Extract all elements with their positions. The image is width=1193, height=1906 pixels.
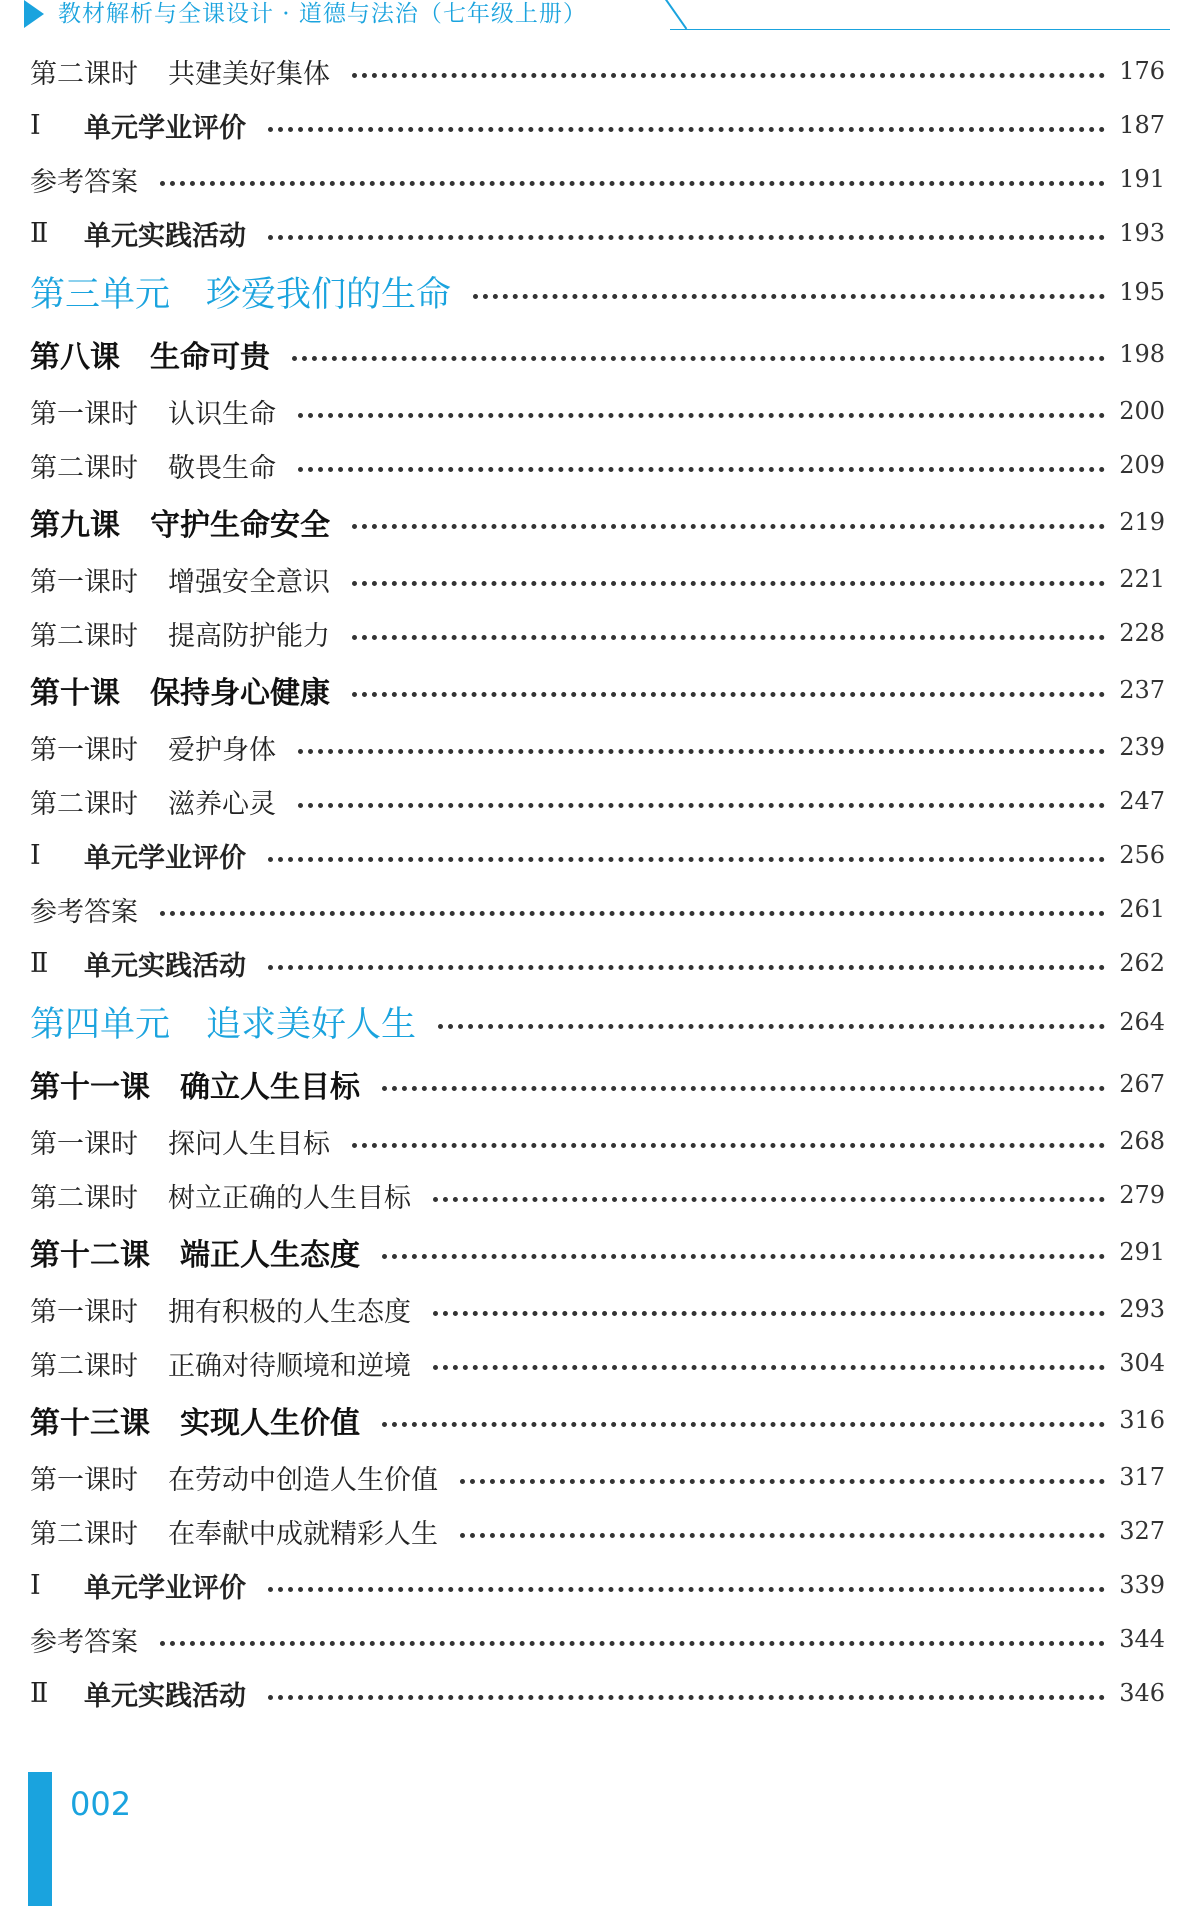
- dot-leader: [352, 692, 1105, 697]
- header-divider: [665, 0, 687, 29]
- dot-leader: [160, 181, 1105, 186]
- toc-entry-page: 346: [1119, 1679, 1165, 1707]
- toc-entry-page: 195: [1119, 278, 1165, 306]
- toc-entry-title: 单元学业评价: [84, 842, 246, 874]
- toc-entry-title: 共建美好集体: [168, 58, 330, 90]
- toc-entry-page: 200: [1119, 397, 1165, 425]
- dot-leader: [352, 635, 1105, 640]
- toc-entry-plain[interactable]: [30, 1612, 1165, 1666]
- toc-entry-title: 生命可贵: [150, 340, 270, 375]
- toc-entry-marker[interactable]: [30, 828, 1165, 882]
- toc-entry-period[interactable]: [30, 552, 1165, 606]
- toc-entry-marker[interactable]: [30, 206, 1165, 260]
- toc-entry-title: 滋养心灵: [168, 788, 276, 820]
- footer-accent-bar: [28, 1772, 52, 1906]
- toc-entry-title: 增强安全意识: [168, 566, 330, 598]
- toc-entry-period[interactable]: [30, 720, 1165, 774]
- toc-entry-page: 268: [1119, 1127, 1165, 1155]
- dot-leader: [298, 413, 1105, 418]
- toc-entry-page: 198: [1119, 340, 1165, 368]
- toc-entry-marker[interactable]: [30, 1666, 1165, 1720]
- toc-entry-title: 端正人生态度: [180, 1238, 360, 1273]
- toc-entry-title: 实现人生价值: [180, 1406, 360, 1441]
- dot-leader: [433, 1311, 1105, 1316]
- dot-leader: [438, 1024, 1105, 1029]
- toc-entry-period[interactable]: [30, 1114, 1165, 1168]
- toc-entry-plain[interactable]: [30, 152, 1165, 206]
- toc-entry-page: 261: [1119, 895, 1165, 923]
- toc-entry-prefix: 第二课时: [30, 1518, 138, 1550]
- toc-entry-prefix: 第十三课: [30, 1406, 150, 1441]
- dot-leader: [473, 294, 1105, 299]
- toc-entry-page: 339: [1119, 1571, 1165, 1599]
- dot-leader: [433, 1197, 1105, 1202]
- toc-entry-title: 珍爱我们的生命: [206, 275, 452, 315]
- toc-entry-unit[interactable]: [30, 990, 1165, 1054]
- toc-entry-lesson[interactable]: [30, 1054, 1165, 1114]
- toc-entry-marker[interactable]: [30, 98, 1165, 152]
- toc-entry-title: 敬畏生命: [168, 452, 276, 484]
- dot-leader: [268, 127, 1105, 132]
- toc-entry-prefix: 第二课时: [30, 1182, 138, 1214]
- toc-entry-page: 256: [1119, 841, 1165, 869]
- toc-entry-lesson[interactable]: [30, 660, 1165, 720]
- toc-entry-title: 单元学业评价: [84, 112, 246, 144]
- dot-leader: [433, 1365, 1105, 1370]
- toc-entry-title: 在劳动中创造人生价值: [168, 1464, 438, 1496]
- dot-leader: [268, 235, 1105, 240]
- toc-entry-prefix: 第二课时: [30, 620, 138, 652]
- dot-leader: [160, 911, 1105, 916]
- toc-entry-prefix: 第一课时: [30, 566, 138, 598]
- toc-entry-prefix: 第四单元: [30, 1005, 171, 1045]
- toc-entry-page: 316: [1119, 1406, 1165, 1434]
- toc-entry-page: 279: [1119, 1181, 1165, 1209]
- table-of-contents: [30, 44, 1165, 1720]
- toc-entry-prefix: 第二课时: [30, 1350, 138, 1382]
- toc-entry-title: 守护生命安全: [150, 508, 330, 543]
- toc-entry-prefix: 第二课时: [30, 452, 138, 484]
- toc-entry-title: 正确对待顺境和逆境: [168, 1350, 411, 1382]
- toc-entry-prefix: 第二课时: [30, 788, 138, 820]
- toc-entry-prefix: 第十二课: [30, 1238, 150, 1273]
- dot-leader: [160, 1641, 1105, 1646]
- toc-entry-page: 221: [1119, 565, 1165, 593]
- toc-entry-title: 追求美好人生: [206, 1005, 417, 1045]
- toc-entry-prefix: Ⅱ: [30, 1677, 49, 1709]
- dot-leader: [298, 467, 1105, 472]
- toc-entry-lesson[interactable]: [30, 1390, 1165, 1450]
- toc-entry-prefix: Ⅱ: [30, 217, 49, 249]
- toc-entry-page: 209: [1119, 451, 1165, 479]
- toc-entry-title: 单元实践活动: [84, 1680, 246, 1712]
- toc-entry-title: 树立正确的人生目标: [168, 1182, 411, 1214]
- page-number: 002: [70, 1785, 132, 1823]
- toc-entry-period[interactable]: [30, 774, 1165, 828]
- toc-entry-prefix: 第十一课: [30, 1070, 150, 1105]
- toc-entry-page: 239: [1119, 733, 1165, 761]
- toc-entry-page: 291: [1119, 1238, 1165, 1266]
- dot-leader: [352, 73, 1105, 78]
- toc-entry-prefix: 第一课时: [30, 1296, 138, 1328]
- book-title: 教材解析与全课设计 · 道德与法治（七年级上册）: [58, 1, 587, 27]
- toc-entry-title: 探问人生目标: [168, 1128, 330, 1160]
- toc-entry-prefix: 第一课时: [30, 1128, 138, 1160]
- toc-entry-lesson[interactable]: [30, 1222, 1165, 1282]
- toc-entry-period[interactable]: [30, 1504, 1165, 1558]
- dot-leader: [352, 581, 1105, 586]
- header-rule: [670, 29, 1170, 30]
- toc-entry-page: 264: [1119, 1008, 1165, 1036]
- dot-leader: [460, 1533, 1105, 1538]
- toc-entry-prefix: 第一课时: [30, 398, 138, 430]
- toc-entry-period[interactable]: [30, 1336, 1165, 1390]
- dot-leader: [382, 1086, 1105, 1091]
- toc-entry-period[interactable]: [30, 1168, 1165, 1222]
- toc-entry-period[interactable]: [30, 1282, 1165, 1336]
- toc-entry-title: 爱护身体: [168, 734, 276, 766]
- play-triangle-icon: [24, 0, 44, 28]
- dot-leader: [268, 1587, 1105, 1592]
- toc-entry-period[interactable]: [30, 438, 1165, 492]
- toc-entry-page: 228: [1119, 619, 1165, 647]
- toc-entry-title: 在奉献中成就精彩人生: [168, 1518, 438, 1550]
- toc-entry-page: 176: [1119, 57, 1165, 85]
- toc-entry-prefix: 第十课: [30, 676, 120, 711]
- toc-entry-page: 267: [1119, 1070, 1165, 1098]
- dot-leader: [382, 1422, 1105, 1427]
- dot-leader: [268, 965, 1105, 970]
- toc-entry-page: 237: [1119, 676, 1165, 704]
- toc-entry-prefix: Ⅱ: [30, 947, 49, 979]
- toc-entry-prefix: Ⅰ: [30, 109, 41, 141]
- toc-entry-prefix: Ⅰ: [30, 1569, 41, 1601]
- toc-entry-prefix: Ⅰ: [30, 839, 41, 871]
- toc-entry-title: 提高防护能力: [168, 620, 330, 652]
- dot-leader: [352, 1143, 1105, 1148]
- toc-entry-title: 确立人生目标: [180, 1070, 360, 1105]
- toc-entry-marker[interactable]: [30, 1558, 1165, 1612]
- toc-entry-period[interactable]: [30, 606, 1165, 660]
- running-header: [24, 0, 1170, 32]
- toc-entry-page: 191: [1119, 165, 1165, 193]
- toc-entry-page: 262: [1119, 949, 1165, 977]
- toc-entry-prefix: 第一课时: [30, 1464, 138, 1496]
- toc-entry-title: 单元学业评价: [84, 1572, 246, 1604]
- toc-entry-prefix: 第八课: [30, 340, 120, 375]
- toc-entry-page: 219: [1119, 508, 1165, 536]
- toc-entry-prefix: 第二课时: [30, 58, 138, 90]
- dot-leader: [382, 1254, 1105, 1259]
- toc-entry-period[interactable]: [30, 44, 1165, 98]
- toc-entry-lesson[interactable]: [30, 492, 1165, 552]
- toc-entry-title: 拥有积极的人生态度: [168, 1296, 411, 1328]
- dot-leader: [292, 356, 1105, 361]
- dot-leader: [298, 749, 1105, 754]
- toc-entry-lesson[interactable]: [30, 324, 1165, 384]
- toc-entry-unit[interactable]: [30, 260, 1165, 324]
- dot-leader: [268, 857, 1105, 862]
- toc-entry-page: 344: [1119, 1625, 1165, 1653]
- dot-leader: [298, 803, 1105, 808]
- toc-entry-period[interactable]: [30, 384, 1165, 438]
- toc-entry-page: 317: [1119, 1463, 1165, 1491]
- toc-entry-page: 193: [1119, 219, 1165, 247]
- toc-entry-prefix: 第九课: [30, 508, 120, 543]
- dot-leader: [352, 524, 1105, 529]
- toc-entry-page: 293: [1119, 1295, 1165, 1323]
- toc-entry-page: 327: [1119, 1517, 1165, 1545]
- dot-leader: [268, 1695, 1105, 1700]
- toc-entry-title: 单元实践活动: [84, 220, 246, 252]
- dot-leader: [460, 1479, 1105, 1484]
- toc-entry-title: 参考答案: [30, 166, 138, 198]
- toc-entry-plain[interactable]: [30, 882, 1165, 936]
- toc-entry-prefix: 第三单元: [30, 275, 171, 315]
- toc-entry-title: 保持身心健康: [150, 676, 330, 711]
- toc-entry-marker[interactable]: [30, 936, 1165, 990]
- toc-entry-prefix: 第一课时: [30, 734, 138, 766]
- toc-entry-page: 247: [1119, 787, 1165, 815]
- toc-entry-title: 参考答案: [30, 1626, 138, 1658]
- toc-entry-page: 187: [1119, 111, 1165, 139]
- toc-entry-page: 304: [1119, 1349, 1165, 1377]
- toc-entry-title: 认识生命: [168, 398, 276, 430]
- toc-entry-title: 参考答案: [30, 896, 138, 928]
- toc-entry-period[interactable]: [30, 1450, 1165, 1504]
- toc-entry-title: 单元实践活动: [84, 950, 246, 982]
